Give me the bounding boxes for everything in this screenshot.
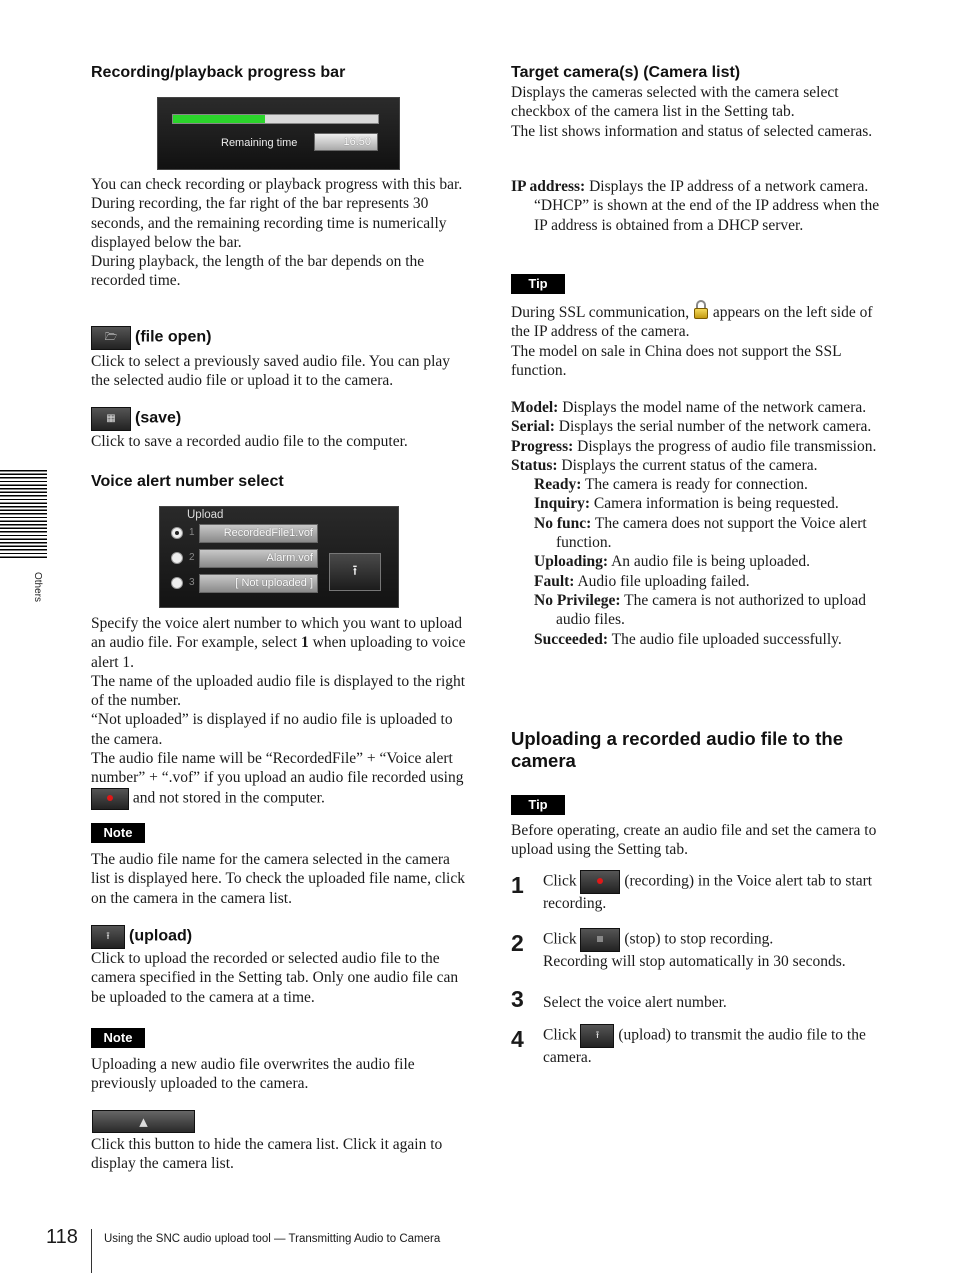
status-text: Camera information is being requested. (590, 495, 839, 513)
voice-alert-row (171, 549, 321, 568)
collapse-text: Click this button to hide the camera list. Click it again to display the camera list. (91, 1136, 443, 1173)
step-number: 1 (511, 872, 524, 898)
page-number: 118 (46, 1226, 78, 1248)
definition (511, 398, 889, 417)
note-badge: Note (91, 1028, 145, 1048)
record-button[interactable] (580, 870, 620, 894)
paragraph: The name of the uploaded audio file is displayed to the right of the number. (91, 672, 466, 710)
status-definition (511, 591, 889, 630)
text-span: and not stored in the computer. (132, 789, 325, 807)
step-text (543, 928, 889, 971)
upload-button[interactable] (91, 925, 125, 949)
status-text: Audio file uploading failed. (574, 572, 750, 590)
tip-badge: Tip (511, 795, 565, 815)
save-text: Click to save a recorded audio file to the computer. (91, 433, 408, 450)
text-span: (stop) to stop recording. (624, 930, 774, 948)
camera-list-heading: Target camera(s) (Camera list) (511, 64, 741, 81)
sidebar-section-label: Others (32, 572, 43, 603)
file-open-button[interactable] (91, 326, 131, 350)
status-term: Ready: (534, 476, 582, 494)
progress-fill (173, 115, 265, 123)
definition (511, 437, 889, 456)
voice-alert-radio[interactable] (171, 527, 183, 539)
step-text: Select the voice alert number. (543, 994, 727, 1011)
camera-list-description (511, 83, 889, 141)
definition-term: Serial: (511, 418, 555, 436)
upload-icon: ⭱ (595, 1030, 600, 1041)
section-tab-marker (0, 470, 47, 560)
collapse-camera-list-button[interactable] (92, 1110, 195, 1133)
upload-icon: ⭱ (352, 563, 358, 579)
definition (511, 417, 889, 436)
upload-text: Click to upload the recorded or selected audio file to the camera specified in the Setting tab. Only one audio file can be uploaded to the camera at a time. (91, 950, 459, 1006)
save-icon: ▦ (106, 413, 116, 424)
progress-track (172, 114, 379, 124)
text-span: Recording will stop automatically in 30 seconds. (543, 953, 846, 970)
step (511, 987, 889, 1013)
status-term: No func: (534, 514, 592, 532)
lock-icon (693, 300, 709, 320)
footer-running-title: Using the SNC audio upload tool — Transmitting Audio to Camera (104, 1233, 441, 1245)
paragraph (91, 749, 466, 810)
tip-before-operating: Before operating, create an audio file and set the camera to upload using the Setting tab. (511, 822, 877, 859)
record-icon (107, 795, 113, 801)
status-text: An audio file is being uploaded. (608, 553, 810, 571)
voice-alert-heading: Voice alert number select (91, 473, 284, 490)
save-button[interactable] (91, 407, 131, 431)
status-term: Inquiry: (534, 495, 590, 513)
paragraph: The model on sale in China does not support the SSL function. (511, 342, 842, 379)
file-open-label: (file open) (135, 328, 212, 346)
section-heading: Uploading a recorded audio file to the camera (511, 728, 843, 771)
note-badge: Note (91, 823, 145, 843)
definition-term: Status: (511, 456, 558, 474)
voice-alert-number: 2 (189, 552, 195, 563)
step (511, 928, 889, 972)
voice-alert-file: Alarm.vof (199, 549, 318, 568)
step (511, 1024, 889, 1068)
paragraph: During recording, the far right of the bar represents 30 seconds, and the remaining recording time is numerically displayed below the bar. (91, 195, 447, 251)
ip-address-definition (511, 177, 889, 235)
remaining-time-value: 16.50 (314, 133, 378, 151)
status-text: The audio file uploaded successfully. (608, 630, 842, 648)
paragraph: You can check recording or playback progress with this bar. (91, 176, 463, 193)
status-definition (511, 572, 889, 591)
upload-panel-screenshot (159, 506, 399, 608)
step-number: 2 (511, 930, 524, 956)
status-text: The camera is ready for connection. (581, 476, 808, 494)
text-span: when uploading to voice alert 1. (91, 634, 466, 671)
status-definition (511, 552, 889, 571)
definition-term: Progress: (511, 437, 574, 455)
definition-text: Displays the progress of audio file transmission. (573, 437, 877, 455)
tip-ssl-text (511, 300, 889, 380)
voice-alert-file: RecordedFile1.vof (199, 524, 318, 543)
voice-alert-radio[interactable] (171, 577, 183, 589)
voice-alert-number: 3 (189, 577, 195, 588)
voice-alert-number: 1 (189, 527, 195, 538)
status-definition (511, 514, 889, 553)
progress-bar-screenshot (157, 97, 400, 170)
note-text: The audio file name for the camera selected in the camera list is displayed here. To check the uploaded file name, click on the camera in the camera list. (91, 851, 465, 907)
definition-term: Model: (511, 399, 559, 416)
text-span: appears on the left side of the IP address of the camera. (511, 304, 873, 341)
text-span: The audio file name will be “RecordedFile” + “Voice alert number” + “.vof” if you upload an audio file recorded using (91, 750, 464, 787)
definition (511, 456, 889, 475)
text-span: (recording) in the Voice alert tab to start recording. (543, 872, 873, 912)
progress-description (91, 175, 466, 291)
text-span: (upload) to transmit the audio file to the camera. (543, 1026, 866, 1066)
text-span: Click (543, 930, 577, 948)
upload-button[interactable] (580, 1024, 614, 1048)
voice-alert-file: [ Not uploaded ] (199, 574, 318, 593)
note-text: Uploading a new audio file overwrites the audio file previously uploaded to the camera. (91, 1056, 415, 1093)
save-heading (91, 407, 466, 431)
file-open-heading (91, 326, 466, 350)
voice-alert-row (171, 574, 321, 593)
folder-icon: 🗁 (104, 332, 118, 343)
upload-label: (upload) (129, 927, 193, 945)
save-label: (save) (135, 409, 182, 427)
column-definitions (511, 398, 889, 649)
triangle-up-icon: ▲ (139, 1115, 148, 1128)
voice-alert-row (171, 524, 321, 543)
stop-button[interactable] (580, 928, 620, 952)
status-term: No Privilege: (534, 591, 621, 609)
text-span: Click (543, 872, 577, 890)
upload-panel-title: Upload (187, 509, 224, 521)
record-icon (597, 878, 603, 884)
paragraph: During playback, the length of the bar depends on the recorded time. (91, 253, 425, 290)
text-span: During SSL communication, (511, 304, 690, 321)
step-number: 4 (511, 1026, 524, 1052)
definition-text: Displays the model name of the network camera. (558, 399, 867, 416)
step-text (543, 870, 889, 913)
voice-alert-description (91, 614, 466, 810)
status-definition (511, 494, 889, 513)
remaining-time-label: Remaining time (221, 137, 298, 149)
status-term: Succeeded: (534, 630, 609, 648)
status-term: Uploading: (534, 553, 609, 571)
upload-panel-upload-button[interactable] (329, 553, 381, 591)
status-definition (511, 475, 889, 494)
paragraph: Displays the cameras selected with the camera select checkbox of the camera list in the Setting tab. (511, 84, 839, 121)
definition-term: IP address: (511, 178, 586, 195)
file-open-text: Click to select a previously saved audio file. You can play the selected audio file or upload it to the camera. (91, 353, 451, 390)
voice-alert-radio[interactable] (171, 552, 183, 564)
step (511, 870, 889, 910)
step-text (543, 1024, 889, 1067)
text-span: Click (543, 1026, 577, 1044)
progress-bar-heading: Recording/playback progress bar (91, 64, 346, 81)
text-span: Specify the voice alert number to which you want to upload an audio file. For example, select (91, 615, 463, 652)
upload-icon: ⭱ (106, 931, 110, 942)
bold-number: 1 (301, 634, 309, 652)
definition-text: Displays the current status of the camera. (557, 456, 818, 474)
record-button[interactable] (91, 788, 129, 810)
paragraph (511, 300, 889, 342)
step-number: 3 (511, 986, 524, 1012)
definition-text: Displays the IP address of a network camera. “DHCP” is shown at the end of the IP address when the IP address is obtained from a DHCP server. (534, 178, 880, 234)
footer-divider (91, 1229, 92, 1273)
paragraph: “Not uploaded” is displayed if no audio file is uploaded to the camera. (91, 711, 453, 748)
definition-text: Displays the serial number of the network camera. (554, 418, 872, 436)
status-term: Fault: (534, 572, 575, 590)
status-definition (511, 630, 889, 649)
stop-icon (597, 936, 603, 942)
paragraph: The list shows information and status of selected cameras. (511, 122, 873, 140)
status-text: The camera is not authorized to upload audio files. (556, 591, 866, 629)
tip-badge: Tip (511, 274, 565, 294)
upload-heading (91, 925, 466, 949)
paragraph (91, 614, 466, 672)
status-text: The camera does not support the Voice alert function. (556, 514, 867, 552)
